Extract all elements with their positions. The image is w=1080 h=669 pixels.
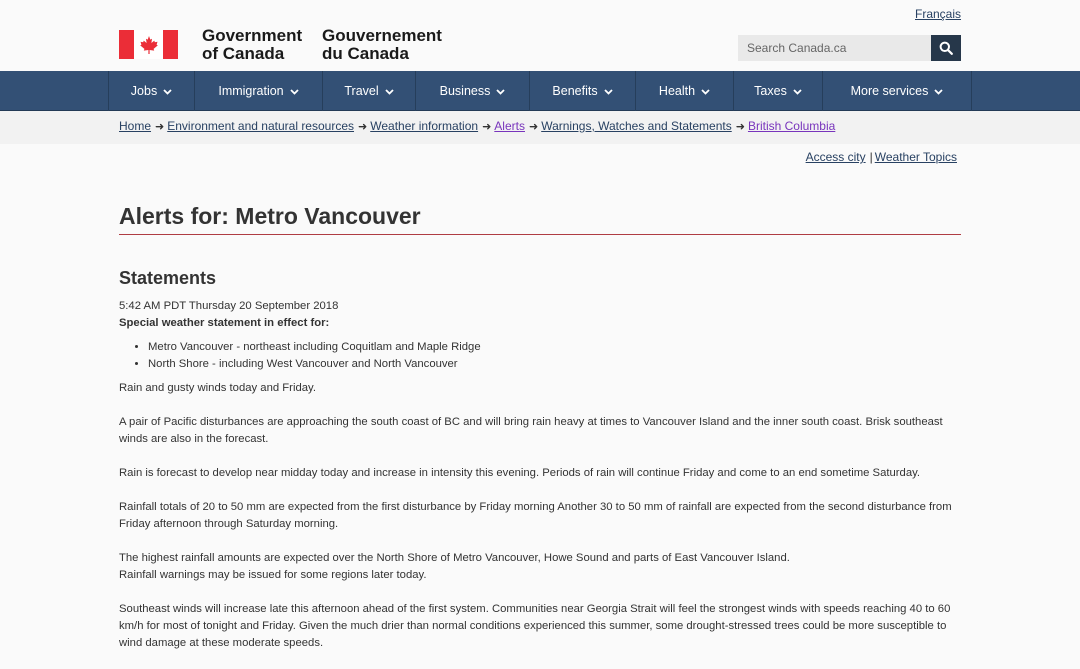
- alert-content: [119, 298, 964, 669]
- chevron-down-icon: [163, 84, 172, 98]
- flag-right-bar: [163, 30, 178, 59]
- weather-topics-link[interactable]: Weather Topics: [874, 150, 957, 164]
- breadcrumb-trail: [119, 119, 835, 133]
- gov-fr-line2: du Canada: [322, 44, 409, 63]
- breadcrumb: [0, 111, 1080, 144]
- nav-item-label: More services: [850, 84, 929, 98]
- search-input[interactable]: [738, 35, 931, 61]
- nav-item-label: Immigration: [218, 84, 284, 98]
- nav-item-label: Health: [658, 84, 696, 98]
- main-nav: [0, 71, 1080, 111]
- chevron-down-icon: [793, 84, 802, 98]
- search-button[interactable]: [931, 35, 961, 61]
- breadcrumb-british-columbia[interactable]: British Columbia: [747, 119, 836, 133]
- nav-item-label: Jobs: [130, 84, 158, 98]
- special-statement-label: Special weather statement in effect for:: [119, 317, 330, 329]
- chevron-down-icon: [290, 84, 299, 98]
- canada-flag-icon[interactable]: [119, 30, 178, 59]
- nav-item-health[interactable]: [635, 71, 733, 111]
- maple-leaf-icon: [139, 35, 159, 55]
- nav-item-taxes[interactable]: [733, 71, 822, 111]
- section-heading: Statements: [119, 268, 217, 288]
- paragraph: A pair of Pacific disturbances are approaching the south coast of BC and will bring rain heavy at times to Vancouver Island and the inner south coast. Brisk southeast winds are also in the forecast.: [119, 416, 943, 445]
- nav-item-benefits[interactable]: [529, 71, 635, 111]
- breadcrumb-environment[interactable]: Environment and natural resources: [167, 119, 355, 133]
- alert-timestamp: 5:42 AM PDT Thursday 20 September 2018: [119, 300, 339, 312]
- nav-item-label: Benefits: [552, 84, 598, 98]
- title-divider: [119, 234, 961, 235]
- government-of-canada-fr[interactable]: [322, 27, 442, 63]
- highest-rainfall-line2: Rainfall warnings may be issued for some regions later today.: [119, 569, 427, 581]
- nav-item-immigration[interactable]: [194, 71, 322, 111]
- topic-links: [806, 150, 957, 164]
- paragraph: Rainfall totals of 20 to 50 mm are expected from the first disturbance by Friday morning Another 30 to 50 mm of rainfall are expected from the second disturbance from Friday afternoon through Saturday morning.: [119, 501, 952, 530]
- chevron-down-icon: [385, 84, 394, 98]
- nav-item-travel[interactable]: [322, 71, 415, 111]
- arrow-right-icon: ➜: [528, 121, 539, 133]
- nav-item-label: Taxes: [754, 84, 787, 98]
- nav-item-more-services[interactable]: [822, 71, 971, 111]
- site-header: [0, 0, 1080, 71]
- breadcrumb-weather-information[interactable]: Weather information: [370, 119, 479, 133]
- language-toggle-link[interactable]: Français: [915, 7, 962, 21]
- chevron-down-icon: [934, 84, 943, 98]
- list-item: • Metro Vancouver - northeast including Coquitlam and Maple Ridge: [148, 339, 964, 356]
- arrow-right-icon: ➜: [358, 121, 368, 133]
- flag-center: [134, 30, 163, 59]
- breadcrumb-home[interactable]: Home: [119, 119, 152, 133]
- access-city-link[interactable]: Access city: [805, 150, 866, 164]
- government-of-canada-en[interactable]: [202, 27, 302, 63]
- paragraph: Southeast winds will increase late this afternoon ahead of the first system. Communities near Georgia Strait will feel the strongest winds with speeds reaching 40 to 60 km/h for most of tonight and Friday. Given the much drier than normal conditions experienced this summer, some drought-stressed trees could be more susceptible to wind damage at these moderate speeds.: [119, 603, 951, 649]
- nav-divider: [971, 71, 972, 111]
- arrow-right-icon: ➜: [155, 121, 165, 133]
- gov-en-line2: of Canada: [202, 44, 285, 63]
- region-list: [119, 339, 964, 373]
- flag-left-bar: [119, 30, 134, 59]
- list-item: • North Shore - including West Vancouver and North Vancouver: [148, 356, 964, 373]
- nav-item-business[interactable]: [415, 71, 529, 111]
- gov-fr-line1: Gouvernement: [322, 26, 442, 45]
- nav-item-jobs[interactable]: [108, 71, 194, 111]
- highest-rainfall-line1: The highest rainfall amounts are expected over the North Shore of Metro Vancouver, Howe Sound and parts of East Vancouver Island.: [119, 552, 790, 564]
- gov-en-line1: Government: [202, 26, 303, 45]
- paragraph: Rain is forecast to develop near midday today and increase in intensity this evening. Periods of rain will continue Friday and come to an end sometime Saturday.: [119, 467, 921, 479]
- search-icon: [939, 41, 953, 55]
- chevron-down-icon: [496, 84, 505, 98]
- link-separator: |: [869, 150, 873, 164]
- paragraph: Rain and gusty winds today and Friday.: [119, 382, 316, 394]
- arrow-right-icon: ➜: [735, 121, 745, 133]
- nav-item-label: Business: [439, 84, 491, 98]
- nav-item-label: Travel: [344, 84, 379, 98]
- breadcrumb-alerts[interactable]: Alerts: [494, 119, 525, 133]
- chevron-down-icon: [701, 84, 710, 98]
- page-title: Alerts for: Metro Vancouver: [119, 203, 421, 229]
- breadcrumb-warnings[interactable]: Warnings, Watches and Statements: [541, 119, 732, 133]
- paragraph-highest-rainfall: [119, 550, 964, 584]
- chevron-down-icon: [604, 84, 613, 98]
- arrow-right-icon: ➜: [482, 121, 492, 133]
